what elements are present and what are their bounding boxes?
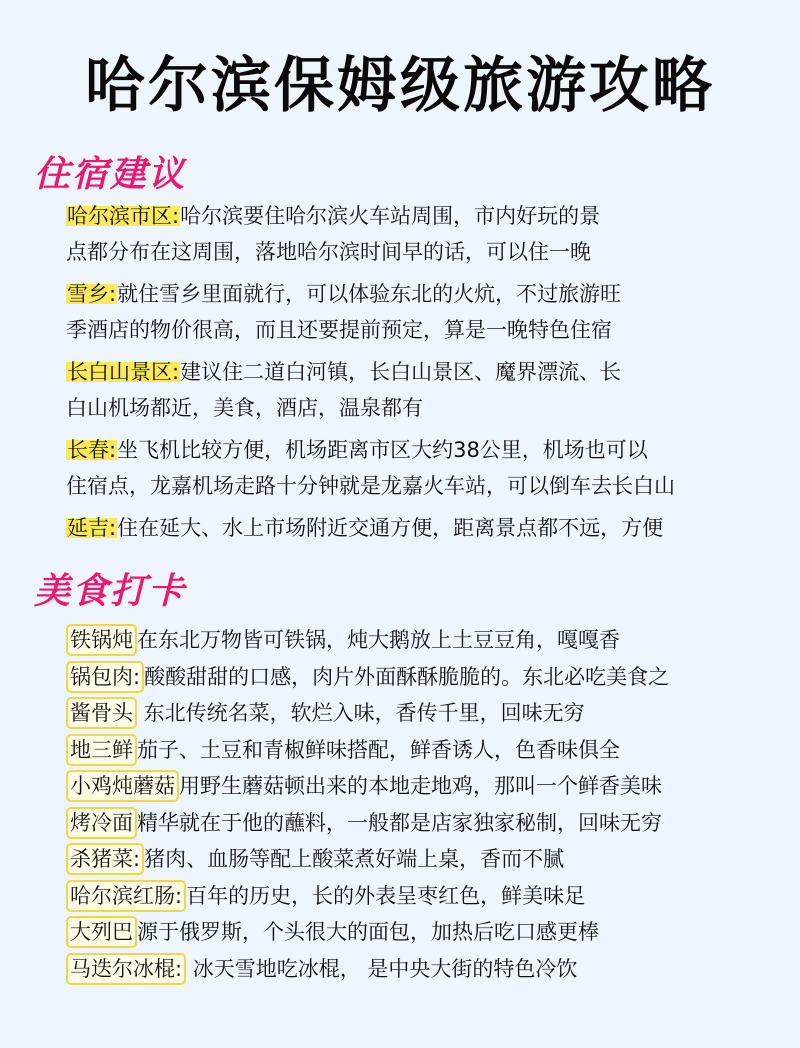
stay-item	[66, 276, 786, 348]
stay-desc-line1: 就住雪乡里面就行，可以体验东北的火炕，不过旅游旺	[117, 282, 622, 306]
food-item	[66, 878, 786, 915]
stay-location-label: 长春:	[67, 438, 117, 462]
stay-desc-line1: 建议住二道白河镇，长白山景区、魔界漂流、长	[180, 360, 622, 384]
food-item	[66, 841, 786, 878]
stay-location-label: 哈尔滨市区:	[67, 204, 180, 228]
food-name-label: 哈尔滨红肠:	[66, 880, 186, 912]
food-desc: 源于俄罗斯，个头很大的面包，加热后吃口感更棒	[137, 920, 599, 944]
stay-desc-line2: 白山机场都近，美食，酒店，温泉都有	[66, 396, 423, 420]
food-item	[66, 732, 786, 769]
food-list	[66, 622, 786, 987]
stay-desc-line1: 住在延大、水上市场附近交通方便，距离景点都不远，方便	[117, 516, 664, 540]
food-name-label: 酱骨头	[66, 697, 137, 729]
food-item	[66, 768, 786, 805]
stay-item	[66, 354, 786, 426]
food-item	[66, 622, 786, 659]
food-name-label: 地三鲜	[66, 734, 137, 766]
food-item	[66, 805, 786, 842]
stay-desc-line2: 点都分布在这周围，落地哈尔滨时间早的话，可以住一晚	[66, 240, 591, 264]
food-desc: 用野生蘑菇顿出来的本地走地鸡，那叫一个鲜香美味	[179, 774, 662, 798]
food-name-label: 小鸡炖蘑菇	[66, 770, 179, 802]
page-title: 哈尔滨保姆级旅游攻略	[85, 51, 715, 121]
food-desc: 茄子、土豆和青椒鲜味搭配，鲜香诱人，色香味俱全	[137, 737, 620, 762]
food-name-label: 大列巴	[66, 916, 137, 948]
food-name-label: 杀猪菜:	[66, 843, 144, 875]
food-desc: 酸酸甜甜的口感，肉片外面酥酥脆脆的。东北必吃美食之	[144, 664, 670, 689]
food-desc: 猪肉、血肠等配上酸菜煮好端上桌，香而不腻	[144, 847, 565, 871]
stay-location-label: 雪乡:	[67, 282, 117, 306]
stay-item	[66, 198, 786, 270]
food-name-label: 锅包肉:	[66, 661, 144, 693]
section-heading-stay: 住宿建议	[34, 154, 187, 195]
food-desc: 精华就在于他的蘸料，一般都是店家独家秘制，回味无穷	[137, 810, 662, 835]
stay-list	[66, 198, 786, 552]
food-item	[66, 951, 786, 988]
stay-desc-line1: 哈尔滨要住哈尔滨火车站周围，市内好玩的景	[180, 204, 601, 228]
stay-desc-line1: 坐飞机比较方便，机场距离市区大约38公里，机场也可以	[117, 438, 648, 462]
section-heading-food: 美食打卡	[34, 571, 187, 612]
stay-desc-line2: 季酒店的物价很高，而且还要提前预定，算是一晚特色住宿	[66, 318, 612, 342]
food-name-label: 铁锅炖	[66, 624, 137, 656]
food-item	[66, 914, 786, 951]
food-desc: 冰天雪地吃冰棍， 是中央大街的特色冷饮	[186, 956, 578, 981]
food-desc: 东北传统名菜，软烂入味，香传千里，回味无穷	[137, 701, 585, 725]
stay-location-label: 延吉:	[67, 516, 117, 540]
stay-desc-line2: 住宿点，龙嘉机场走路十分钟就是龙嘉火车站，可以倒车去长白山	[66, 474, 675, 498]
stay-item	[66, 432, 786, 504]
stay-location-label: 长白山景区:	[67, 360, 180, 384]
stay-item	[66, 510, 786, 546]
food-item	[66, 659, 786, 696]
food-item	[66, 695, 786, 732]
food-desc: 百年的历史，长的外表呈枣红色，鲜美味足	[186, 883, 586, 908]
food-desc: 在东北万物皆可铁锅，炖大鹅放上土豆豆角，嘎嘎香	[137, 628, 620, 652]
food-name-label: 烤冷面	[66, 807, 137, 839]
food-name-label: 马迭尔冰棍:	[66, 953, 186, 985]
